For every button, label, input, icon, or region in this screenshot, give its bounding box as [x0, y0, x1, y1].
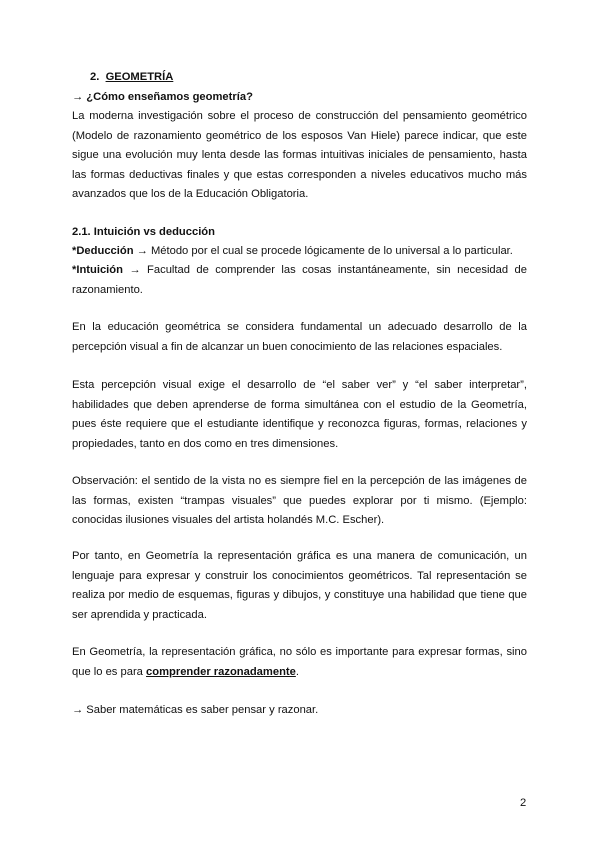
final-text-end: . — [295, 665, 299, 678]
definition-text: → Método por el cual se procede lógicamente de lo universal a lo particular. — [133, 245, 513, 257]
final-text: En Geometría, la representación gráfica, no sólo es importante para expresar formas, sino que lo es para — [72, 646, 527, 678]
question-heading: → ¿Cómo enseñamos geometría? — [72, 91, 253, 103]
conclusion-line: → Saber matemáticas es saber pensar y razonar. — [72, 704, 319, 716]
definition-deduccion — [72, 242, 527, 262]
definition-term: *Intuición — [72, 264, 123, 276]
paragraph: En la educación geométrica se considera fundamental un adecuado desarrollo de la percepción visual a fin de alcanzar un buen conocimiento de las relaciones espaciales. — [72, 321, 527, 353]
intro-paragraph: La moderna investigación sobre el proceso de construcción del pensamiento geométrico (Modelo de razonamiento geométrico de los esposos Van Hiele) parece indicar, que este sigue una evolución muy lenta desde las formas intuitivas iniciales de pensamiento, hasta las formas deductivas finales y que estas corresponden a niveles educativos mucho más avanzados que los de la Educación Obligatoria. — [72, 110, 527, 201]
section-number: 2. — [90, 71, 100, 83]
section-heading — [90, 68, 545, 88]
page-number: 2 — [520, 797, 527, 809]
definition-term: *Deducción — [72, 245, 134, 257]
subsection-title: 2.1. Intuición vs deducción — [72, 226, 215, 238]
paragraph: Esta percepción visual exige el desarrollo de “el saber ver” y “el saber interpretar”, habilidades que deben aprenderse de forma simultánea con el estudio de la Geometría, pues éste requiere que el estudiante identifique y reconozca figuras, formas, relaciones y propiedades, tanto en dos como en tres dimensiones. — [72, 379, 527, 450]
final-paragraph — [72, 643, 527, 682]
paragraph: Observación: el sentido de la vista no es siempre fiel en la percepción de las imágenes de las formas, existen “trampas visuales” que puedes explorar por ti mismo. (Ejemplo: conocidas ilusiones visuales del artista holandés M.C. Escher). — [72, 475, 527, 527]
paragraph: Por tanto, en Geometría la representación gráfica es una manera de comunicación, un lenguaje para expresar y construir los conocimientos geométricos. Tal representación se realiza por medio de esquemas, figuras y dibujos, y constituye una habilidad que tiene que ser aprendida y practicada. — [72, 550, 527, 621]
emphasis-text: comprender razonadamente — [146, 665, 296, 678]
section-title: GEOMETRÍA — [105, 71, 174, 83]
definition-intuicion — [72, 261, 527, 300]
definition-text: → Facultad de comprender las cosas instantáneamente, sin necesidad de razonamiento. — [72, 264, 527, 296]
